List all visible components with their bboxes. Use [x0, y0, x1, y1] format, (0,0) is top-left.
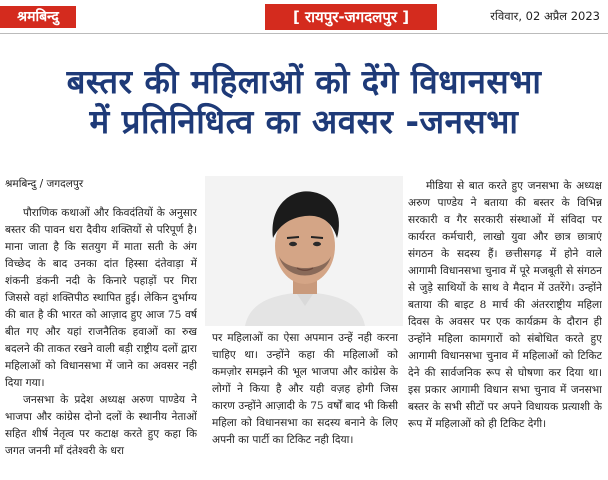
paragraph: पर महिलाओं का ऐसा अपमान उन्हें नही करना चाहिए था। उन्होंने कहा की महिलाओं को कमज़ोर समझने की भूल भाजपा और कांग्रेस के लोगों ने किया है और यही वज़ह होगी जिस कारण उन्होंने आज़ादी के 75 वर्षों बाद भी किसी महिला को विधानसभा का सदस्य बनाने के लिए अपनी का पार्टी का टिकिट नही दिया। — [212, 332, 398, 446]
article-headline — [0, 62, 608, 142]
brand-label: श्रमबिन्दु — [0, 6, 76, 28]
bracket-left: [ — [292, 8, 306, 26]
headline-line-2: में प्रतिनिधित्व का अवसर -जनसभा — [89, 102, 519, 141]
paragraph: मीडिया से बात करते हुए जनसभा के अध्यक्ष अरुण पाण्डेय ने बताया की बस्तर के विभिन्न सरकारी व गैर सरकारी संस्थाओं में संविदा पर कार्यरत कर्मचारी, लाखो युवा और छात्र छात्राएं संगठन के सदस्य हैं। छत्तीसगढ़ में होने वाले आगामी विधानसभा चुनाव में पूरे मजबूती से संगठन से जुड़े साथियों के साथ वे मैदान में उतरेंगे। उन्होंने बताया की बाइट 8 मार्च की अंतरराष्ट्रीय महिला दिवस के अवसर पर एक कार्यक्रम के दौरान ही उन्होंने महिला कामगारों को संबोधित करते हुए आगामी विधानसभा चुनाव में महिलाओं को टिकिट देने की सार्वजनिक रूप से घोषणा कर दिया था। इस प्रकार आगामी विधान सभा चुनाव में जनसभा बस्तर के सभी सीटों पर अपने विधायक प्रत्याशी के रूप में महिलाओं को ही टिकिट देगी। — [408, 180, 602, 430]
article-column-1 — [5, 205, 197, 475]
portrait-photo — [205, 176, 403, 326]
edition-label — [265, 4, 437, 30]
paragraph: पौराणिक कथाओं और किवदंतियों के अनुसार बस्तर की पावन धरा दैवीय शक्तियों से परिपूर्ण है। माना जाता है कि सतयुग में माता सती के अंग विच्छेद के बाद उनका दांत हिस्सा दंतेवाड़ा में शंकनी डंकनी नदी के किनारे पहाड़ों पर गिरा जिससे वहां शक्तिपीठ स्थापित हुई। लेकिन दुर्भाग्य की बात है की भारत को आज़ाद हुए आज 75 वर्ष बीत गए और यहां राजनैतिक हवाओं का रुख बदलने की ताकत रखने वाली बड़ी राष्ट्रीय दलों द्वारा महिलाओं को विधानसभा में जाने का अवसर नही दिया गया। — [5, 207, 197, 389]
masthead-bar — [0, 0, 608, 32]
byline: श्रमबिन्दु / जगदलपुर — [5, 178, 84, 190]
bracket-right: ] — [396, 8, 410, 26]
article-column-3 — [408, 178, 602, 478]
article-column-2 — [212, 330, 398, 475]
edition-text: रायपुर-जगदलपुर — [305, 8, 397, 26]
masthead-divider — [0, 33, 608, 34]
portrait-illustration — [205, 176, 403, 326]
date-label: रविवार, 02 अप्रैल 2023 — [490, 9, 600, 23]
paragraph: जनसभा के प्रदेश अध्यक्ष अरुण पाण्डेय ने भाजपा और कांग्रेस दोनो दलों के स्थानीय नेताओं सहित शीर्ष नेतृत्व पर कटाक्ष करते हुए कहा कि जगत जननी माँ दंतेश्वरी के धरा — [5, 394, 197, 457]
headline-line-1: बस्तर की महिलाओं को देंगे विधानसभा — [66, 62, 542, 101]
